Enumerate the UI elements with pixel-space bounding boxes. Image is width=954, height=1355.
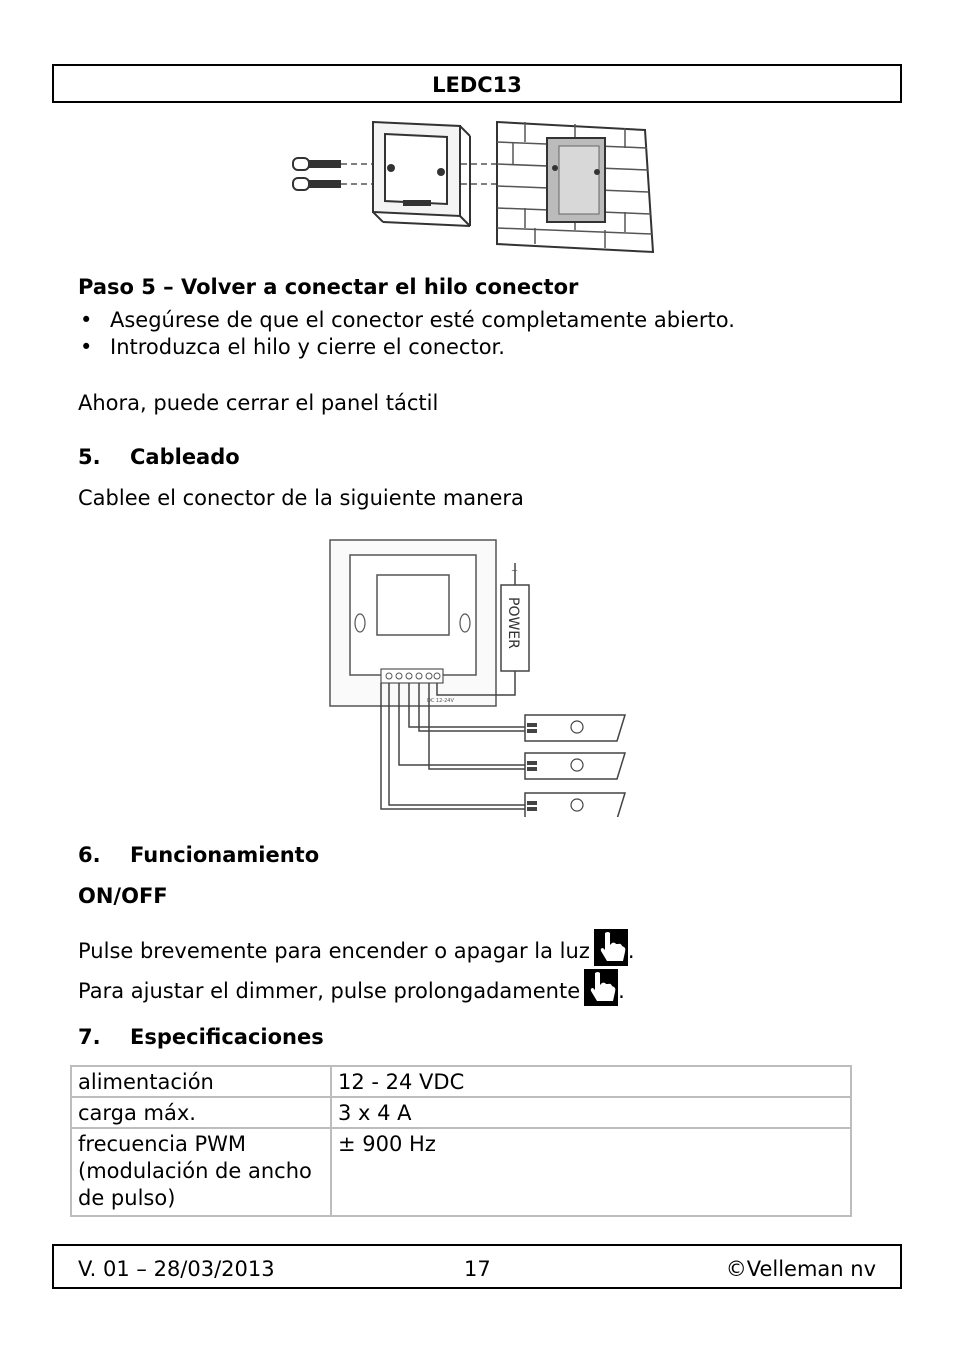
header-box xyxy=(52,64,902,103)
section7-heading xyxy=(78,1024,324,1051)
section6-line1-text: Pulse brevemente para encender o apagar la luz xyxy=(78,939,590,963)
section6-subtitle: ON/OFF xyxy=(78,884,168,908)
bullet-mark-2: • xyxy=(80,335,93,359)
section5-text: Cablee el conector de la siguiente manera xyxy=(78,486,524,510)
footer-page-number: 17 xyxy=(464,1257,491,1281)
section6-heading xyxy=(78,842,319,869)
led-strip-1 xyxy=(525,715,625,741)
svg-text:~: ~ xyxy=(511,566,518,575)
section5-number: 5. xyxy=(78,445,101,469)
step5-note: Ahora, puede cerrar el panel táctil xyxy=(78,391,439,415)
spec-label: alimentación xyxy=(71,1066,331,1097)
mounting-illustration xyxy=(285,112,660,260)
section6-line1 xyxy=(78,929,635,966)
section6-line2-text: Para ajustar el dimmer, pulse prolongadamente xyxy=(78,979,581,1003)
screw-head-bottom xyxy=(293,178,309,190)
touch-hand-icon xyxy=(584,969,618,1006)
led-strip-2 xyxy=(525,753,625,779)
spec-value: 12 - 24 VDC xyxy=(331,1066,851,1097)
wiring-diagram xyxy=(325,535,635,817)
spec-value: 3 x 4 A xyxy=(331,1097,851,1128)
section7-title: Especificaciones xyxy=(130,1025,324,1049)
power-label: POWER xyxy=(505,597,521,649)
section7-number: 7. xyxy=(78,1025,101,1049)
section6-title: Funcionamiento xyxy=(130,843,320,867)
spec-value: ± 900 Hz xyxy=(331,1128,851,1216)
step5-bullet-1: Asegúrese de que el conector esté completamente abierto. xyxy=(110,308,735,332)
touch-hand-icon xyxy=(594,929,628,966)
dc-label: DC 12-24V xyxy=(427,698,454,704)
section6-number: 6. xyxy=(78,843,101,867)
footer-box xyxy=(52,1244,902,1289)
step5-bullet-2: Introduzca el hilo y cierre el conector. xyxy=(110,335,505,359)
section5-title: Cableado xyxy=(130,445,240,469)
section6-line2-period: . xyxy=(618,979,625,1003)
section6-line1-period: . xyxy=(627,939,635,963)
table-row xyxy=(71,1128,851,1216)
table-row xyxy=(71,1097,851,1128)
model-title: LEDC13 xyxy=(432,73,522,97)
screw-head-top xyxy=(293,158,309,170)
section6-line2 xyxy=(78,969,625,1006)
specifications-table xyxy=(70,1065,852,1217)
table-row xyxy=(71,1066,851,1097)
bullet-mark-1: • xyxy=(80,308,93,332)
footer-version: V. 01 – 28/03/2013 xyxy=(78,1257,275,1281)
led-strip-3 xyxy=(525,793,625,817)
spec-label: carga máx. xyxy=(71,1097,331,1128)
spec-label: frecuencia PWM (modulación de ancho de pulso) xyxy=(71,1128,331,1216)
touch-panel xyxy=(377,575,449,635)
frame-plate xyxy=(373,122,470,226)
footer-copyright: ©Velleman nv xyxy=(725,1257,876,1281)
section5-heading xyxy=(78,444,240,471)
step5-title: Paso 5 – Volver a conectar el hilo conector xyxy=(78,275,579,299)
